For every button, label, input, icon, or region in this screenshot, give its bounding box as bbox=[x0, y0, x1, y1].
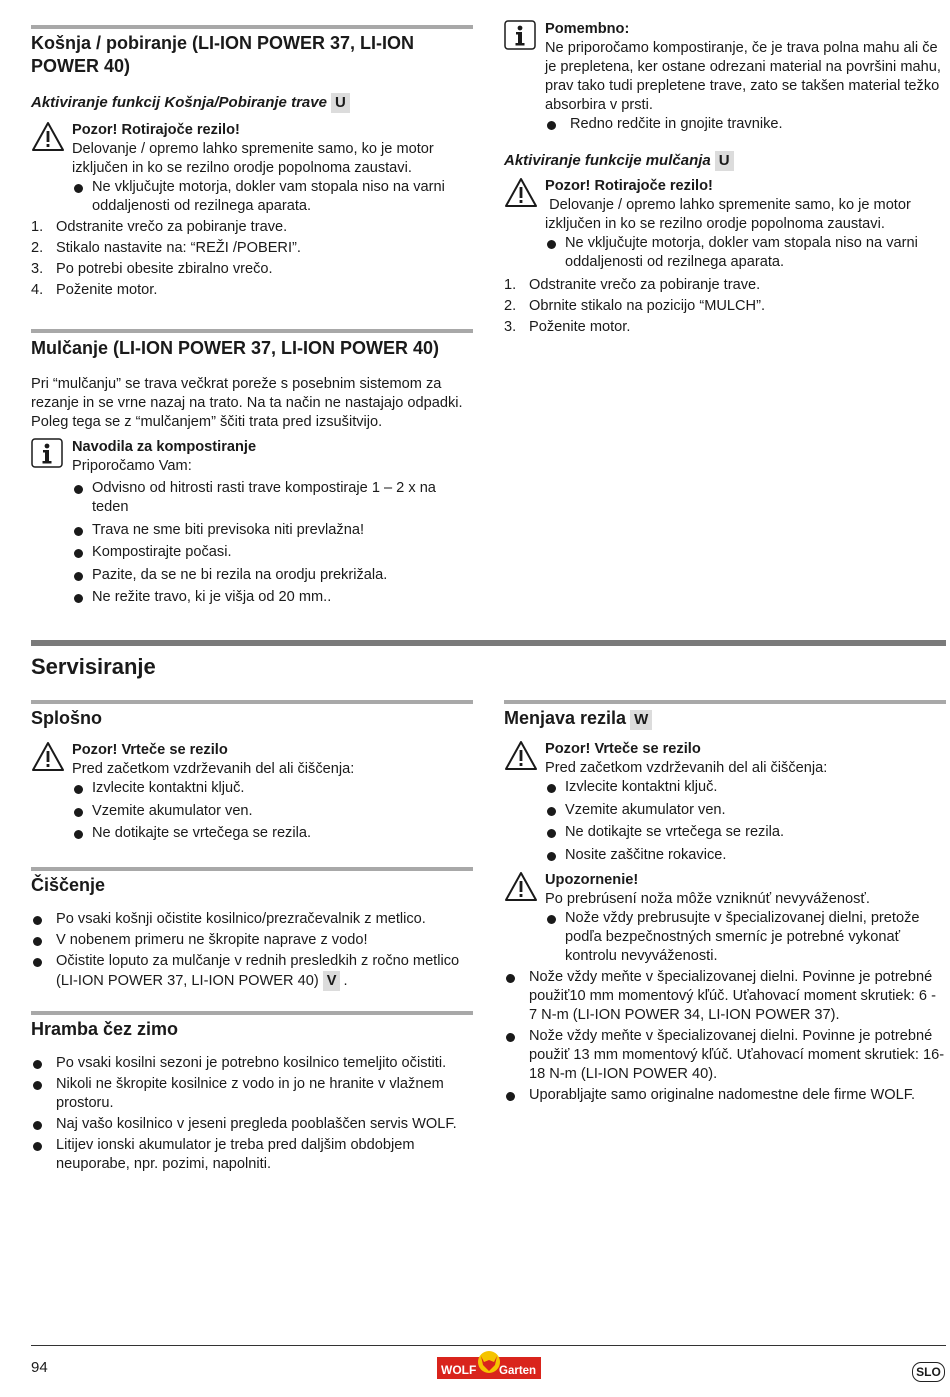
list-item: Nosite zaščitne rokavice. bbox=[545, 846, 946, 865]
subheading-text: Aktiviranje funkcij Košnja/Pobiranje trave bbox=[31, 94, 327, 111]
list-item bbox=[31, 952, 473, 991]
info-title: Navodila za kompostiranje bbox=[72, 439, 257, 455]
wolf-garten-logo bbox=[437, 1351, 541, 1381]
step-text: Stikalo nastavite na: “REŽI /POBERI”. bbox=[56, 240, 301, 256]
step-number: 3. bbox=[504, 319, 517, 335]
list-item: V nobenem primeru ne škropite naprave z vodo! bbox=[31, 931, 473, 950]
bullet-list bbox=[31, 1054, 473, 1174]
chapter-rule bbox=[31, 640, 946, 646]
warning-notice bbox=[504, 740, 946, 865]
warning-text: Pred začetkom vzdrževanih del ali čiščenja: bbox=[545, 760, 828, 776]
section-kosnja bbox=[31, 25, 473, 302]
step-text: Obrnite stikalo na pozicijo “MULCH”. bbox=[529, 298, 766, 314]
list-item bbox=[31, 218, 473, 237]
list-item: Nože vždy prebrusujte v špecializovanej dielni, pretože podľa bezpečnostných smerníc je potrebné vykonať kontrolu nevyváženosti. bbox=[545, 909, 946, 966]
warning-title: Upozornenie! bbox=[545, 871, 639, 888]
warning-icon bbox=[31, 741, 65, 772]
warning-title: Pozor! Rotirajoče rezilo! bbox=[545, 178, 713, 194]
list-item bbox=[504, 297, 946, 316]
list-item: Uporabljajte samo originalne nadomestne dele firme WOLF. bbox=[504, 1086, 946, 1105]
step-text: Poženite motor. bbox=[56, 282, 158, 298]
list-item: Trava ne sme biti previsoka niti prevlažna! bbox=[72, 521, 473, 540]
list-item: Nikoli ne škropite kosilnice z vodo in jo ne hranite v vlažnem prostoru. bbox=[31, 1075, 473, 1113]
section-heading: Čiščenje bbox=[31, 875, 106, 895]
warning-text: Po prebrúsení noža môže vzniknúť nevyváženosť. bbox=[545, 890, 870, 907]
list-item bbox=[31, 239, 473, 258]
list-item bbox=[31, 260, 473, 279]
info-text: Priporočamo Vam: bbox=[72, 458, 192, 474]
warning-notice bbox=[504, 177, 946, 272]
warning-icon bbox=[504, 740, 538, 771]
info-icon bbox=[504, 20, 536, 50]
step-number: 1. bbox=[504, 277, 517, 293]
list-item: Vzemite akumulator ven. bbox=[545, 801, 946, 820]
paragraph: Pri “mulčanju” se trava večkrat poreže s posebnim sistemom za rezanje in se vrne nazaj na trato. Na ta način ne nastajajo odpadki. Poleg tega se z “mulčanjem” ščiti trata pred izsušitvijo. bbox=[31, 376, 463, 430]
warning-bullets bbox=[545, 234, 946, 272]
warning-bullets bbox=[545, 778, 946, 865]
chapter-servisiranje bbox=[31, 640, 946, 681]
section-menjava-rezila bbox=[504, 700, 946, 1105]
list-item: Ne režite travo, ki je višja od 20 mm.. bbox=[72, 588, 473, 607]
steps-list bbox=[31, 218, 473, 300]
figure-tag: W bbox=[630, 710, 652, 730]
list-item: Pazite, da se ne bi rezila na orodju prekrižala. bbox=[72, 566, 473, 585]
section-rule bbox=[31, 25, 473, 29]
list-item: Ne vključujte motorja, dokler vam stopala niso na varni oddaljenosti od rezilnega aparata. bbox=[72, 178, 473, 216]
section-heading bbox=[504, 707, 946, 730]
list-item: Kompostirajte počasi. bbox=[72, 543, 473, 562]
list-item: Ne vključujte motorja, dokler vam stopala niso na varni oddaljenosti od rezilnega aparata. bbox=[545, 234, 946, 272]
warning-title: Pozor! Vrteče se rezilo bbox=[72, 742, 228, 758]
step-number: 4. bbox=[31, 282, 44, 298]
list-item: Naj vašo kosilnico v jeseni pregleda pooblaščen servis WOLF. bbox=[31, 1115, 473, 1134]
list-item-suffix: . bbox=[343, 973, 348, 989]
warning-title: Pozor! Vrteče se rezilo bbox=[545, 741, 701, 757]
warning-text: Delovanje / opremo lahko spremenite samo, ko je motor izključen in ko se rezilno orodje popolnoma zaustavi. bbox=[545, 197, 915, 232]
chapter-title: Servisiranje bbox=[31, 654, 156, 679]
step-number: 1. bbox=[31, 219, 44, 235]
warning-bullets bbox=[72, 178, 473, 216]
logo-text-left: WOLF bbox=[441, 1363, 477, 1377]
list-item: Izvlecite kontaktni ključ. bbox=[72, 779, 473, 798]
figure-tag: V bbox=[323, 971, 341, 991]
section-rule bbox=[31, 867, 473, 871]
warning-bullets bbox=[545, 909, 946, 966]
step-text: Odstranite vrečo za pobiranje trave. bbox=[56, 219, 288, 235]
section-rule bbox=[31, 700, 473, 704]
step-number: 3. bbox=[31, 261, 44, 277]
subheading-text: Aktiviranje funkcije mulčanja bbox=[504, 152, 711, 169]
list-item: Redno redčite in gnojite travnike. bbox=[545, 115, 946, 134]
footer-rule bbox=[31, 1345, 946, 1346]
step-text: Odstranite vrečo za pobiranje trave. bbox=[529, 277, 761, 293]
warning-icon bbox=[31, 121, 65, 152]
step-text: Poženite motor. bbox=[529, 319, 631, 335]
section-rule bbox=[31, 1011, 473, 1015]
logo-text-right: Garten bbox=[499, 1365, 537, 1377]
list-item: Nože vždy meňte v špecializovanej dielni. Povinne je potrebné použiť 13 mm momentový kľúč. Uťahovací moment skrutiek: 16-18 N-m (LI-ION POWER 40). bbox=[504, 1027, 946, 1084]
subheading-activate bbox=[31, 93, 473, 113]
list-item: Vzemite akumulator ven. bbox=[72, 802, 473, 821]
info-title: Pomembno: bbox=[545, 21, 630, 37]
step-number: 2. bbox=[31, 240, 44, 256]
warning-notice bbox=[31, 121, 473, 216]
list-item: Ne dotikajte se vrtečega se rezila. bbox=[72, 824, 473, 843]
bullet-list bbox=[31, 910, 473, 991]
section-ciscenje bbox=[31, 867, 473, 991]
section-rule bbox=[504, 700, 946, 704]
steps-list bbox=[504, 276, 946, 337]
list-item-text: Očistite loputo za mulčanje v rednih presledkih z ročno metlico (LI-ION POWER 37, LI-ION POWER 40) bbox=[56, 953, 460, 989]
section-splosno bbox=[31, 700, 473, 847]
warning-title: Pozor! Rotirajoče rezilo! bbox=[72, 122, 240, 138]
section-heading: Hramba čez zimo bbox=[31, 1019, 179, 1039]
section-heading: Splošno bbox=[31, 708, 102, 728]
list-item bbox=[31, 281, 473, 300]
warning-notice bbox=[504, 871, 946, 966]
step-text: Po potrebi obesite zbiralno vrečo. bbox=[56, 261, 273, 277]
figure-tag: U bbox=[331, 93, 350, 113]
list-item: Ne dotikajte se vrtečega se rezila. bbox=[545, 823, 946, 842]
step-number: 2. bbox=[504, 298, 517, 314]
language-badge: SLO bbox=[912, 1362, 945, 1382]
section-mulch-right bbox=[504, 18, 946, 339]
page-number: 94 bbox=[31, 1359, 48, 1376]
list-item: Nože vždy meňte v špecializovanej dielni. Povinne je potrebné použiť10 mm momentový kľúč. Uťahovací moment skrutiek: 6 - 7 N-m (LI-ION POWER 34, LI-ION POWER 37). bbox=[504, 968, 946, 1025]
list-item: Po vsaki košnji očistite kosilnico/prezračevalnik z metlico. bbox=[31, 910, 473, 929]
section-heading: Mulčanje (LI-ION POWER 37, LI-ION POWER 40) bbox=[31, 338, 440, 358]
warning-text: Pred začetkom vzdrževanih del ali čiščenja: bbox=[72, 761, 355, 777]
section-mulcanje bbox=[31, 329, 473, 611]
warning-bullets bbox=[72, 779, 473, 843]
section-rule bbox=[31, 329, 473, 333]
section-heading: Košnja / pobiranje (LI-ION POWER 37, LI-ION POWER 40) bbox=[31, 33, 415, 76]
list-item: Litijev ionski akumulator je treba pred daljšim obdobjem neuporabe, npr. pozimi, napolniti. bbox=[31, 1136, 473, 1174]
info-bullets bbox=[545, 115, 946, 134]
info-bullets bbox=[72, 479, 473, 607]
info-notice bbox=[31, 438, 473, 607]
list-item bbox=[504, 318, 946, 337]
figure-tag: U bbox=[715, 151, 734, 171]
list-item: Izvlecite kontaktni ključ. bbox=[545, 778, 946, 797]
list-item: Odvisno od hitrosti rasti trave kompostiraje 1 – 2 x na teden bbox=[72, 479, 473, 517]
list-item: Po vsaki kosilni sezoni je potrebno kosilnico temeljito očistiti. bbox=[31, 1054, 473, 1073]
warning-icon bbox=[504, 871, 538, 902]
section-hramba bbox=[31, 1011, 473, 1174]
info-notice bbox=[504, 20, 946, 134]
bullet-list bbox=[504, 968, 946, 1105]
warning-icon bbox=[504, 177, 538, 208]
warning-text: Delovanje / opremo lahko spremenite samo, ko je motor izključen in ko se rezilno orodje popolnoma zaustavi. bbox=[72, 141, 434, 176]
warning-notice bbox=[31, 741, 473, 843]
list-item bbox=[504, 276, 946, 295]
section-heading-text: Menjava rezila bbox=[504, 708, 627, 728]
subheading-activate bbox=[504, 151, 946, 171]
info-text: Ne priporočamo kompostiranje, če je trava polna mahu ali če je prepletena, ker ostane odrezani material na površini mahu, prav tako tudi prepletene trave, zato se takšen material težko absorbira v prsti. bbox=[545, 40, 941, 113]
info-icon bbox=[31, 438, 63, 468]
